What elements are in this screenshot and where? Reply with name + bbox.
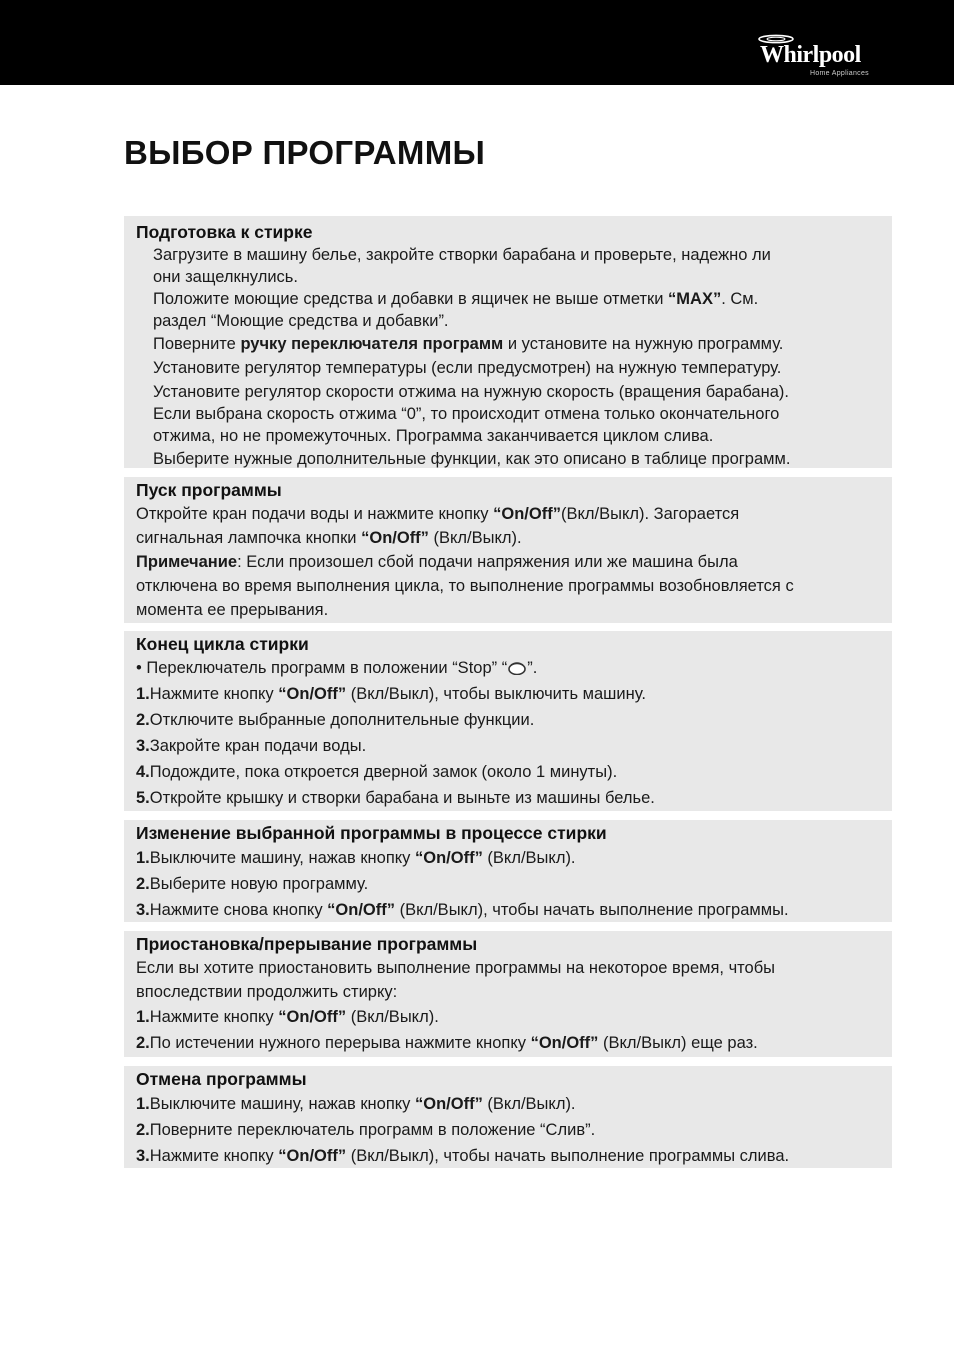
step-line: 2.Отключите выбранные дополнительные функции. — [136, 711, 535, 729]
section-start-program — [124, 477, 892, 623]
step-line: 3.Нажмите снова кнопку “On/Off” (Вкл/Выкл), чтобы начать выполнение программы. — [136, 901, 789, 919]
logo-wordmark: Whirlpool — [760, 42, 861, 68]
section-pause-program — [124, 931, 892, 1057]
section-change-program — [124, 820, 892, 922]
page-title: ВЫБОР ПРОГРАММЫ — [124, 134, 486, 171]
section-cancel-program — [124, 1066, 892, 1168]
text-line: Загрузите в машину белье, закройте створки барабана и проверьте, надежно ли — [153, 246, 771, 264]
text-line: Установите регулятор скорости отжима на нужную скорость (вращения барабана). — [153, 383, 789, 401]
header-bar — [0, 0, 954, 85]
text-line: Выберите нужные дополнительные функции, как это описано в таблице программ. — [153, 450, 791, 468]
text-line: Если вы хотите приостановить выполнение программы на некоторое время, чтобы — [136, 959, 776, 977]
section-end-cycle — [124, 631, 892, 811]
section-title: Подготовка к стирке — [136, 222, 313, 242]
step-line: 2.По истечении нужного перерыва нажмите кнопку “On/Off” (Вкл/Выкл) еще раз. — [136, 1034, 758, 1052]
section-title: Конец цикла стирки — [136, 634, 309, 654]
step-line: 4.Подождите, пока откроется дверной замок (около 1 минуты). — [136, 763, 618, 781]
section-title: Приостановка/прерывание программы — [136, 934, 478, 954]
whirlpool-logo — [752, 34, 882, 80]
section-preparation — [124, 216, 892, 468]
step-line: 1.Выключите машину, нажав кнопку “On/Off” (Вкл/Выкл). — [136, 1095, 576, 1113]
text-line: Поверните ручку переключателя программ и установите на нужную программу. — [153, 335, 784, 353]
bullet-line: • Переключатель программ в положении “Stop” “ ”. — [136, 659, 538, 677]
text-line: Положите моющие средства и добавки в ящичек не выше отметки “MAX”. См. — [153, 290, 759, 308]
logo-tagline: Home Appliances — [810, 70, 869, 77]
text-line: отжима, но не промежуточных. Программа заканчивается циклом слива. — [153, 427, 714, 445]
text-line: впоследствии продолжить стирку: — [136, 983, 398, 1001]
step-line: 3.Нажмите кнопку “On/Off” (Вкл/Выкл), чтобы начать выполнение программы слива. — [136, 1147, 790, 1165]
step-line: 5.Откройте крышку и створки барабана и выньте из машины белье. — [136, 789, 655, 807]
text-line: Откройте кран подачи воды и нажмите кнопку “On/Off”(Вкл/Выкл). Загорается — [136, 505, 740, 523]
text-line: момента ее прерывания. — [136, 601, 329, 619]
text-line: отключена во время выполнения цикла, то выполнение программы возобновляется с — [136, 577, 794, 595]
step-line: 1.Нажмите кнопку “On/Off” (Вкл/Выкл), чтобы выключить машину. — [136, 685, 646, 703]
section-title: Отмена программы — [136, 1069, 307, 1089]
note-line: Примечание: Если произошел сбой подачи напряжения или же машина была — [136, 553, 738, 571]
step-line: 2.Поверните переключатель программ в положение “Слив”. — [136, 1121, 596, 1139]
text-line: Если выбрана скорость отжима “0”, то происходит отмена только окончательного — [153, 405, 780, 423]
section-title: Пуск программы — [136, 480, 282, 500]
step-line: 2.Выберите новую программу. — [136, 875, 369, 893]
text-line: раздел “Моющие средства и добавки”. — [153, 312, 449, 330]
stop-position-icon — [507, 661, 527, 675]
section-title: Изменение выбранной программы в процессе стирки — [136, 823, 607, 843]
step-line: 1.Выключите машину, нажав кнопку “On/Off” (Вкл/Выкл). — [136, 849, 576, 867]
text-line: сигнальная лампочка кнопки “On/Off” (Вкл/Выкл). — [136, 529, 522, 547]
text-line: Установите регулятор температуры (если предусмотрен) на нужную температуру. — [153, 359, 782, 377]
step-line: 3.Закройте кран подачи воды. — [136, 737, 367, 755]
step-line: 1.Нажмите кнопку “On/Off” (Вкл/Выкл). — [136, 1008, 439, 1026]
text-line: они защелкнулись. — [153, 268, 298, 286]
